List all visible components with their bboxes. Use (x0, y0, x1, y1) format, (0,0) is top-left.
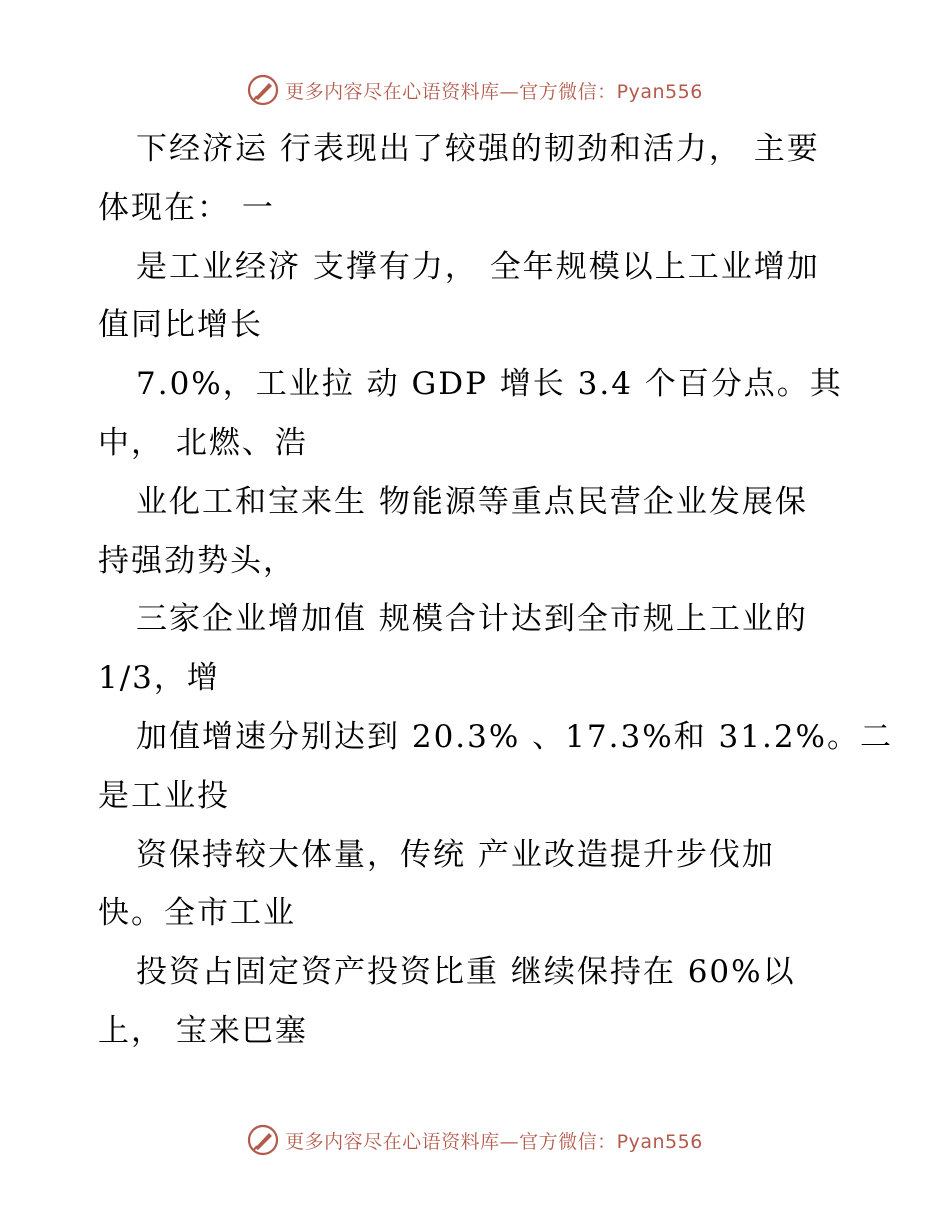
watermark-wechat-id: Pyan556 (616, 1130, 703, 1153)
watermark-text (285, 77, 703, 104)
header-watermark (0, 70, 950, 110)
text-line: 值同比增长 (98, 307, 263, 344)
text-line: 业化工和宝来生 物能源等重点民营企业发展保 (136, 483, 808, 520)
watermark-label: 更多内容尽在心语资料库—官方微信： (285, 1130, 617, 1153)
text-line: 是工业经济 支撑有力， 全年规模以上工业增加 (136, 248, 820, 285)
text-line: 7.0%，工业拉 动 GDP 增长 3.4 个百分点。其 (136, 366, 843, 403)
document-body (98, 120, 893, 1061)
text-line: 快。全市工业 (98, 895, 296, 932)
quill-pen-emblem-icon (247, 74, 279, 106)
text-line: 是工业投 (98, 777, 230, 814)
watermark-text (285, 1127, 703, 1154)
text-line: 资保持较大体量，传统 产业改造提升步伐加 (136, 836, 775, 873)
text-line: 投资占固定资产投资比重 继续保持在 60%以 (136, 954, 796, 991)
text-line: 上， 宝来巴塞 (98, 1012, 308, 1049)
text-line: 1/3，增 (98, 660, 220, 697)
watermark-wechat-id: Pyan556 (616, 80, 703, 103)
watermark-label: 更多内容尽在心语资料库—官方微信： (285, 80, 617, 103)
text-line: 持强劲势头， (98, 542, 296, 579)
text-line: 三家企业增加值 规模合计达到全市规上工业的 (136, 601, 808, 638)
text-line: 下经济运 行表现出了较强的韧劲和活力， 主要 (136, 131, 820, 167)
text-line: 体现在： 一 (98, 189, 275, 226)
text-line: 中， 北燃、浩 (98, 424, 308, 461)
footer-watermark (0, 1120, 950, 1160)
text-line: 加值增速分别达到 20.3% 、17.3%和 31.2%。二 (136, 718, 893, 755)
quill-pen-emblem-icon (247, 1124, 279, 1156)
